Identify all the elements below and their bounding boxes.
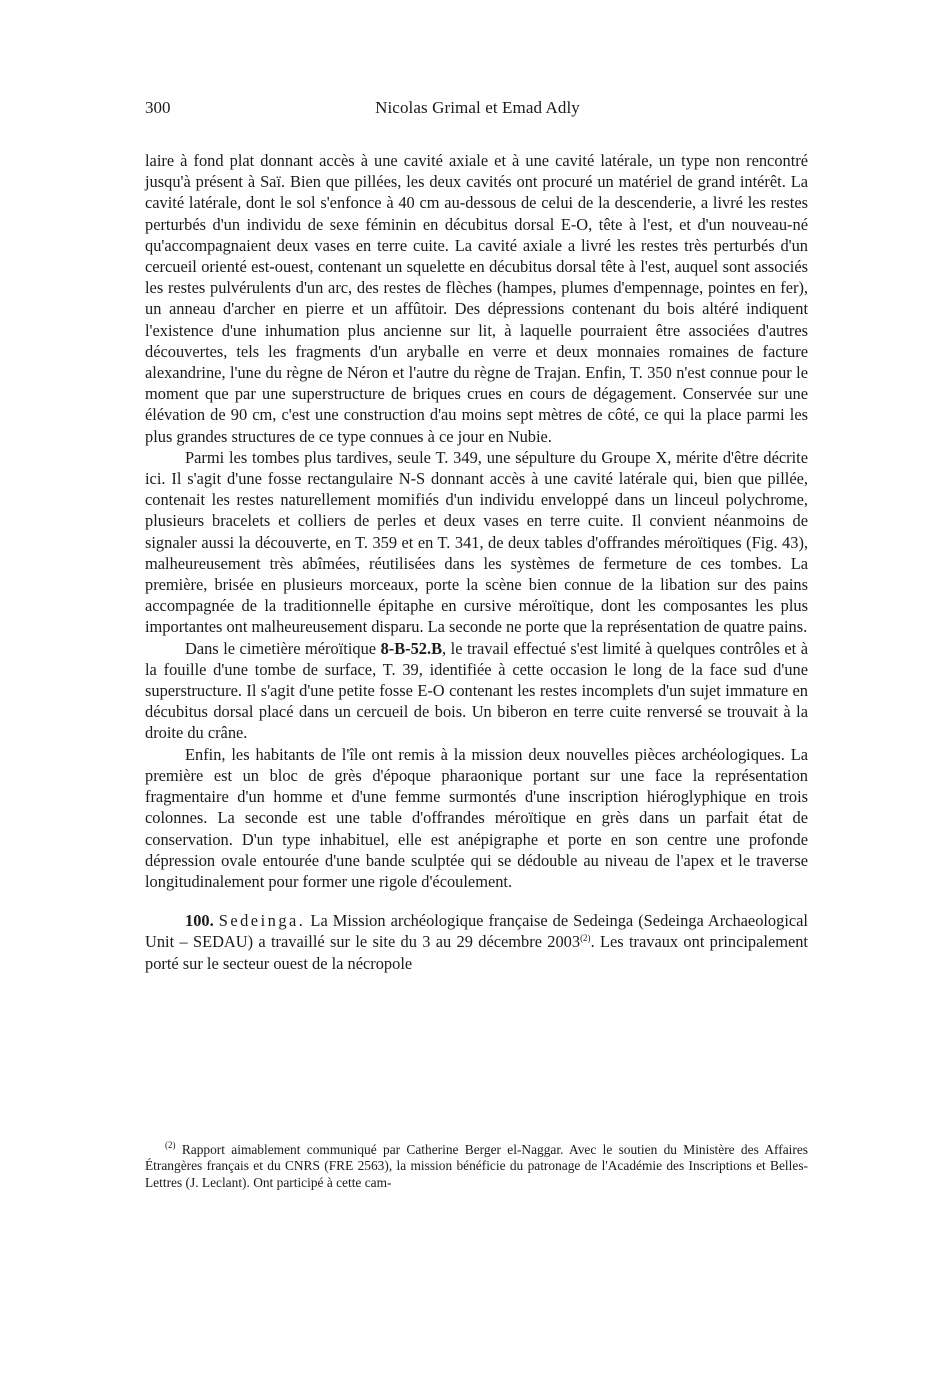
footnote-marker: (2)	[165, 1140, 176, 1150]
section-site-name: Sedeinga.	[218, 911, 306, 931]
running-head: Nicolas Grimal et Emad Adly	[375, 98, 580, 117]
footnotes	[145, 1142, 808, 1191]
section-spacer	[145, 892, 808, 910]
paragraph-text: . Les travaux ont principalement porté sur le secteur ouest de la nécropole	[145, 932, 808, 973]
paragraph-text: , le travail effectué s'est limité à quelques contrôles et à la fouille d'une tombe de surface, T. 39, identifiée à cette occasion le long de la face sud d'une superstructure. Il s'agit d'une petite fosse E-O contenant les restes incomplets d'un sujet immature en décubitus dorsal placé dans un cercueil de bois. Un biberon en terre cuite renversé se trouvait à la droite du crâne.	[145, 638, 808, 743]
section-sedeinga	[145, 910, 808, 974]
paragraph-text: La Mission archéologique française de Sedeinga (Sedeinga Archaeological Unit – SEDAU) a travaillé sur le site du 3 au 29 décembre 2003	[145, 911, 808, 952]
footnote-text: Rapport aimablement communiqué par Catherine Berger el-Naggar. Avec le soutien du Ministère des Affaires Étrangères français et du CNRS (FRE 2563), la mission bénéficie du patronage de l'Académie des Inscriptions et Belles-Lettres (J. Leclant). Ont participé à cette cam-	[145, 1142, 808, 1190]
paragraph-island-finds: Enfin, les habitants de l'île ont remis à la mission deux nouvelles pièces archéologiques. La première est un bloc de grès d'époque pharaonique portant sur une face la représentation fragmentaire d'un homme et d'une femme surmontés d'une inscription hiéroglyphique en trois colonnes. La seconde est une table d'offrandes méroïtique en grès dans un parfait état de conservation. D'un type inhabituel, elle est anépigraphe et porte en son centre une profonde dépression ovale entourée d'une bande sculptée qui se dédouble au niveau de l'apex et le traverse longitudinalement pour former une rigole d'écoulement.	[145, 744, 808, 891]
section-number: 100.	[185, 911, 214, 931]
body-text	[145, 150, 808, 974]
footnote-reference[interactable]: (2)	[580, 933, 591, 944]
page-header	[145, 98, 810, 120]
paragraph-text: Dans le cimetière méroïtique	[185, 638, 381, 658]
paragraph-meroitic-cemetery	[145, 638, 808, 744]
cemetery-code: 8-B-52.B	[380, 638, 443, 658]
page-number: 300	[145, 98, 171, 117]
paragraph-tomb-description: laire à fond plat donnant accès à une cavité axiale et à une cavité latérale, un type non rencontré jusqu'à présent à Saï. Bien que pillées, les deux cavités ont procuré un matériel de grand intérêt. La cavité latérale, dont le sol s'enfonce à 40 cm au-dessous de celui de la descenderie, a livré les restes perturbés d'un individu de sexe féminin en décubitus dorsal E-O, tête à l'est, et d'un nouveau-né qu'accompagnaient deux vases en terre cuite. La cavité axiale a livré les restes très perturbés d'un cercueil orienté est-ouest, contenant un squelette en décubitus dorsal tête à l'est, auquel sont associés les restes pulvérulents d'un arc, des restes de flèches (hampes, plumes d'empennage, pointes en fer), un anneau d'archer en pierre et un affûtoir. Des dépressions contenant du bois altéré indiquent l'existence d'une inhumation plus ancienne sur lit, à laquelle pourraient être associées d'autres découvertes, tels les fragments d'un aryballe en verre et deux monnaies romaines de facture alexandrine, l'une du règne de Néron et l'autre du règne de Trajan. Enfin, T. 350 n'est connue pour le moment que par une superstructure de briques crues en cours de dégagement. Conservée sur une élévation de 90 cm, c'est une construction d'au moins sept mètres de côté, ce qui la place parmi les plus grandes structures de ce type connues à ce jour en Nubie.	[145, 151, 808, 446]
footnote-2	[145, 1142, 808, 1191]
paragraph-later-tombs: Parmi les tombes plus tardives, seule T. 349, une sépulture du Groupe X, mérite d'être décrite ici. Il s'agit d'une fosse rectangulaire N-S donnant accès à une cavité latérale qui, bien que pillée, contenait les restes naturellement momifiés d'un individu enveloppé dans un linceul polychrome, plusieurs bracelets et colliers de perles et deux vases en terre cuite. Il convient néanmoins de signaler aussi la découverte, en T. 359 et en T. 341, de deux tables d'offrandes méroïtiques (Fig. 43), malheureusement très abîmées, réutilisées dans les systèmes de fermeture de ces tombes. La première, brisée en plusieurs morceaux, porte la scène bien connue de la libation sur des pains accompagnée de la traditionnelle épitaphe en cursive méroïtique, dont les composantes les plus importantes ont malheureusement disparu. La seconde ne porte que la représentation de quatre pains.	[145, 447, 808, 637]
